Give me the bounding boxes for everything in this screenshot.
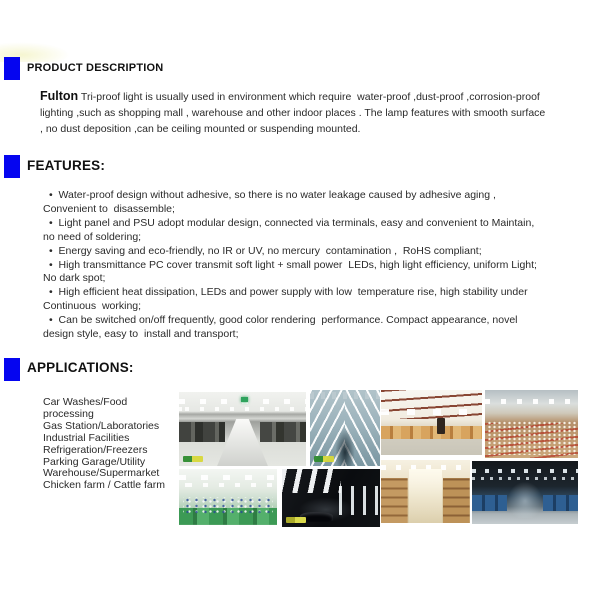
application-item: Parking Garage/Utility bbox=[43, 455, 146, 468]
photo-chicken-farm bbox=[485, 390, 578, 458]
applications-heading: APPLICATIONS: bbox=[27, 360, 134, 375]
photo-industrial-aisle bbox=[472, 461, 578, 524]
application-item: Industrial Facilities bbox=[43, 431, 130, 444]
photo-warehouse-racking bbox=[310, 390, 380, 466]
application-item: Warehouse/Supermarket bbox=[43, 467, 160, 480]
features-list bbox=[43, 189, 548, 342]
photo-box-warehouse bbox=[381, 460, 470, 523]
product-description-paragraph bbox=[40, 88, 548, 137]
product-description-text: Tri-proof light is usually used in environment which require water-proof ,dust-proof ,corrosion-proof lighting ,such as shopping mall , warehouse and other indoor places . The lamp features with smooth surface , no dust deposition ,can be ceiling mounted or suspending mounted. bbox=[40, 91, 549, 135]
photo-led-showroom-tunnel bbox=[282, 469, 380, 527]
brand-name: Fulton bbox=[40, 89, 79, 103]
photo-watermark-badge bbox=[314, 456, 334, 462]
feature-item: • Water-proof design without adhesive, so there is no water leakage caused by adhesive aging , Convenient to disassemble; bbox=[43, 189, 548, 217]
application-item: Chicken farm / Cattle farm bbox=[43, 479, 165, 492]
photo-parking-garage bbox=[179, 392, 306, 466]
feature-item: • High efficient heat dissipation, LEDs and power supply with low temperature rise, high stability under Continuous working; bbox=[43, 286, 548, 314]
product-description-heading: PRODUCT DESCRIPTION bbox=[27, 62, 164, 74]
features-heading: FEATURES: bbox=[27, 158, 106, 173]
feature-item: • Can be switched on/off frequently, good color rendering performance. Compact appearance, novel design style, easy to install and transport; bbox=[43, 314, 548, 342]
feature-item: • Energy saving and eco-friendly, no IR or UV, no mercury contamination , RoHS compliant; bbox=[43, 245, 548, 259]
photo-factory-floor bbox=[179, 469, 277, 525]
feature-item: • High transmittance PC cover transmit soft light + small power LEDs, high light efficiency, uniform Light; No dark spot; bbox=[43, 259, 548, 287]
photo-industrial-facility bbox=[381, 390, 482, 455]
application-item: Car Washes/Food processing bbox=[43, 396, 128, 420]
exit-sign-icon bbox=[241, 397, 248, 402]
feature-item: • Light panel and PSU adopt modular design, connected via terminals, easy and convenient to Maintain, no need of soldering; bbox=[43, 217, 548, 245]
section-marker-square bbox=[4, 358, 20, 381]
section-marker-square bbox=[4, 155, 20, 178]
photo-watermark-badge bbox=[286, 517, 306, 523]
photo-watermark-badge bbox=[183, 456, 203, 462]
application-item: Gas Station/Laboratories bbox=[43, 419, 160, 432]
application-item: Refrigeration/Freezers bbox=[43, 443, 148, 456]
section-marker-square bbox=[4, 57, 20, 80]
applications-list bbox=[43, 397, 173, 492]
